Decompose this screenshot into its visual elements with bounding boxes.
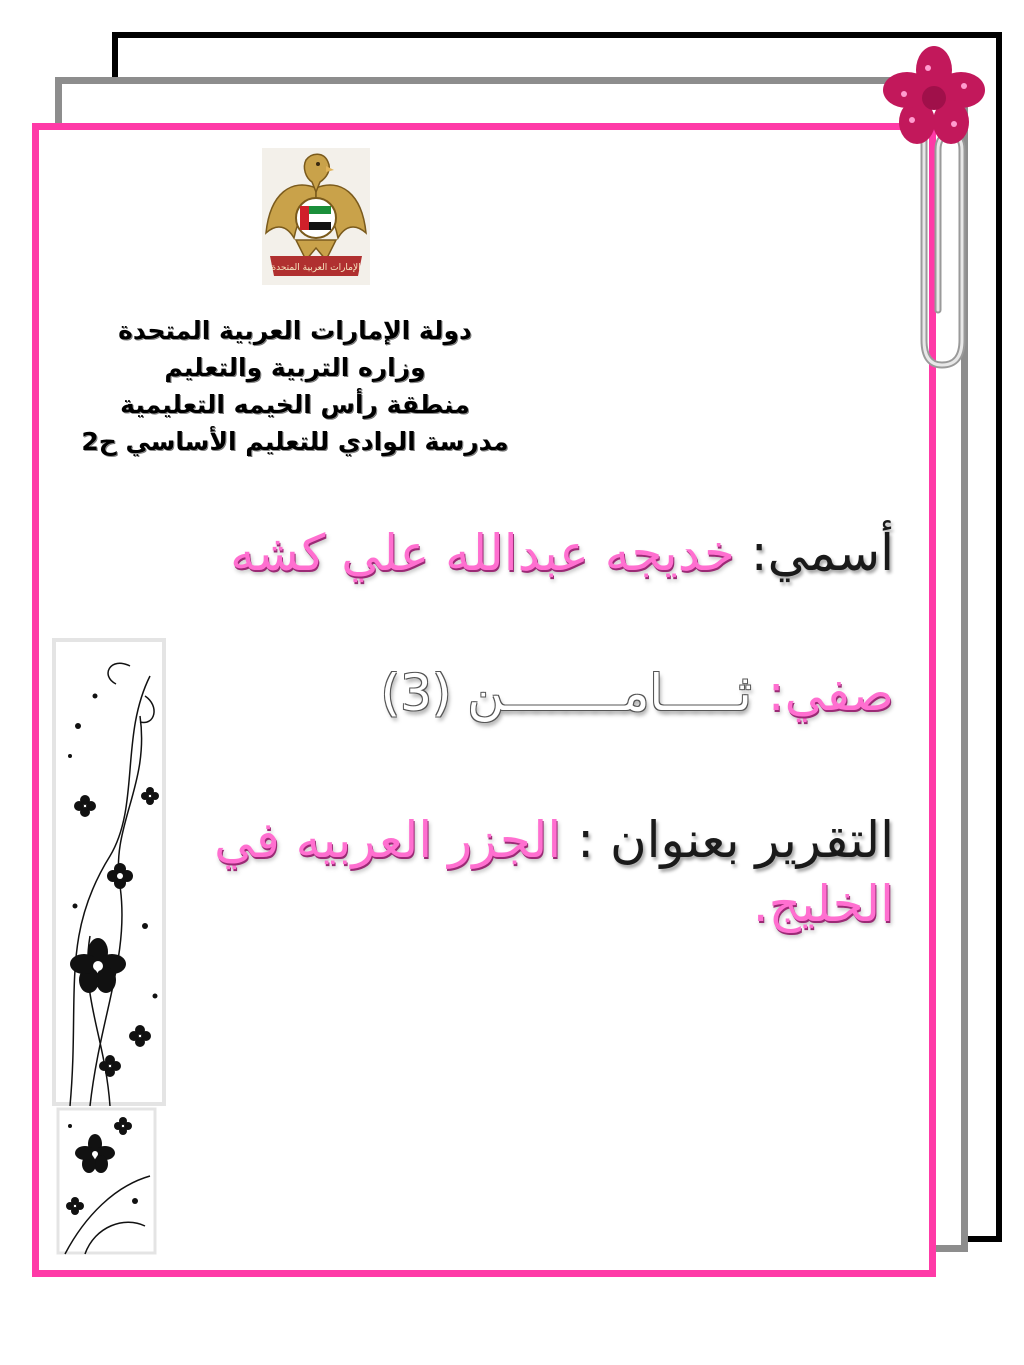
emblem-caption: الإمارات العربية المتحدة <box>271 263 361 273</box>
class-value: ثـــــامــــــــن (3) <box>380 664 752 722</box>
title-value: الجزر العربيه في الخليج. <box>214 811 894 933</box>
name-label: أسمي: <box>750 524 894 582</box>
name-value: خديجه عبدالله علي كشه <box>230 524 735 582</box>
title-field <box>174 808 894 936</box>
header-line-country: دولة الإمارات العربية المتحدة <box>118 316 472 345</box>
header-block <box>60 312 530 460</box>
class-field <box>134 660 894 726</box>
name-field <box>134 520 894 586</box>
title-label: التقرير بعنوان : <box>577 811 894 869</box>
header-line-zone: منطقة رأس الخيمه التعليمية <box>120 390 470 419</box>
uae-emblem-icon <box>262 148 370 285</box>
class-label: صفي: <box>767 664 894 722</box>
floral-decoration-lower-icon <box>55 1106 158 1256</box>
floral-decoration-icon <box>50 636 168 1108</box>
header-line-school: مدرسة الوادي للتعليم الأساسي ح2 <box>81 427 509 456</box>
header-line-ministry: وزاره التربية والتعليم <box>164 353 426 382</box>
paperclip-flower-icon <box>880 40 990 370</box>
